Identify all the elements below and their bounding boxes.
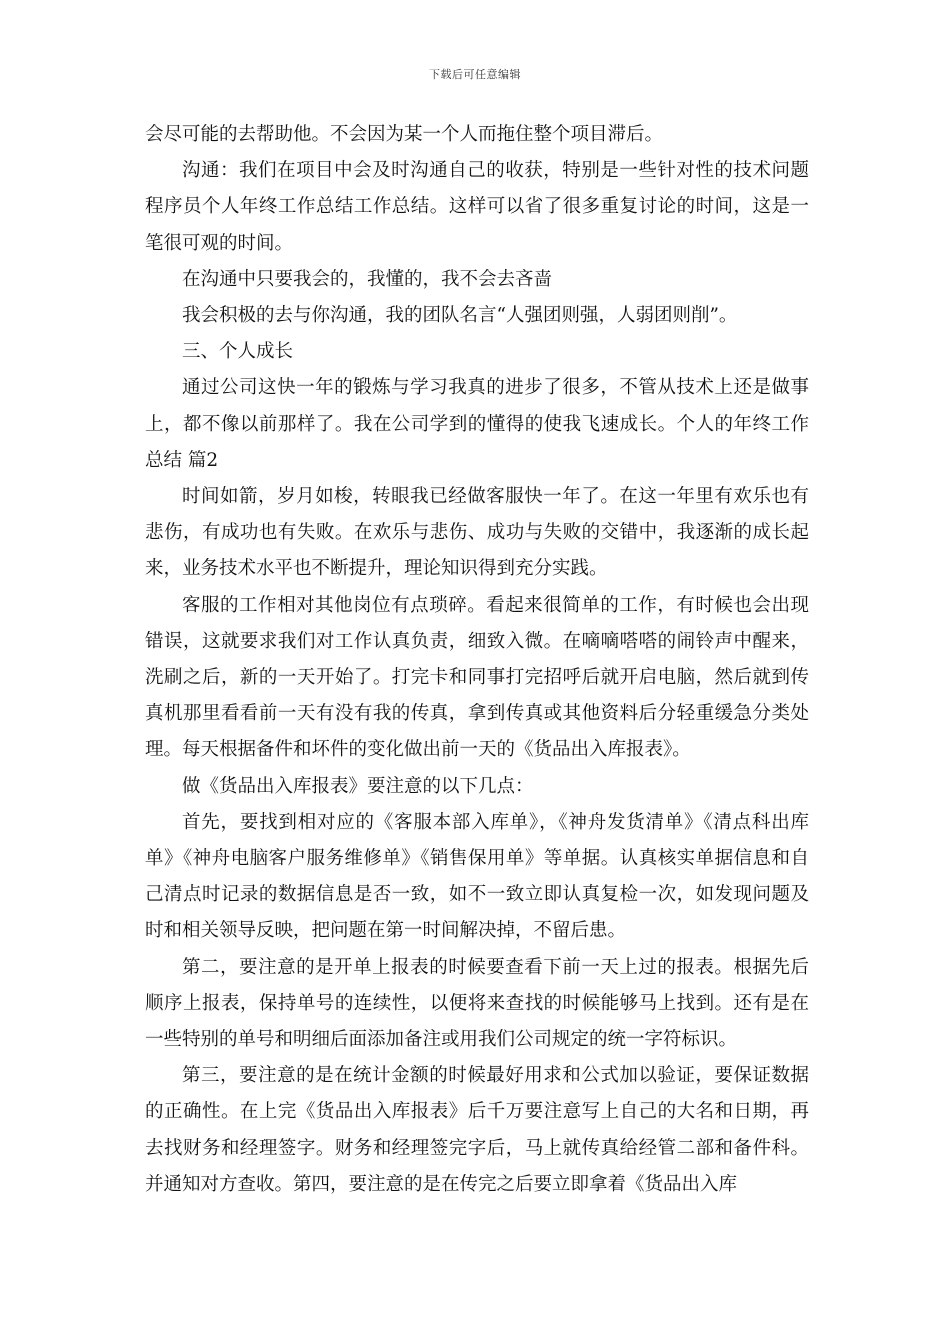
paragraph-6: 通过公司这快一年的锻炼与学习我真的进步了很多，不管从技术上还是做事上，都不像以前那样了。我在公司学到的懂得的使我飞速成长。个人的年终工作总结 篇2	[145, 377, 809, 471]
paragraph-11: 第二，要注意的是开单上报表的时候要查看下前一天上过的报表。根据先后顺序上报表，保持单号的连续性，以便将来查找的时候能够马上找到。还有是在一些特别的单号和明细后面添加备注或用我们公司规定的统一字符标识。	[145, 956, 809, 1051]
page-header: 下载后可任意编辑	[429, 68, 521, 81]
paragraph-12: 第三，要注意的是在统计金额的时候最好用求和公式加以验证，要保证数据的正确性。在上完《货品出入库报表》后千万要注意写上自己的大名和日期，再去找财务和经理签字。财务和经理签完字后，马上就传真给经管二部和备件科。并通知对方查收。第四，要注意的是在传完之后要立即拿着《货品出入库	[145, 1065, 809, 1195]
section-heading-personal-growth: 三、个人成长	[182, 341, 294, 363]
paragraph-4: 我会积极的去与你沟通，我的团队名言“人强团则强，人弱团则削”。	[182, 305, 738, 327]
paragraph-9: 做《货品出入库报表》要注意的以下几点：	[182, 775, 534, 797]
paragraph-10: 首先，要找到相对应的《客服本部入库单》，《神舟发货清单》《清点科出库单》《神舟电脑客户服务维修单》《销售保用单》等单据。认真核实单据信息和自己清点时记录的数据信息是否一致，如不一致立即认真复检一次，如发现问题及时和相关领导反映，把问题在第一时间解决掉，不留后患。	[145, 811, 809, 942]
paragraph-8: 客服的工作相对其他岗位有点琐碎。看起来很简单的工作，有时候也会出现错误，这就要求我们对工作认真负责，细致入微。在嘀嘀嗒嗒的闹铃声中醒来，洗刷之后，新的一天开始了。打完卡和同事打完招呼后就开启电脑，然后就到传真机那里看看前一天有没有我的传真，拿到传真或其他资料后分轻重缓急分类处理。每天根据备件和坏件的变化做出前一天的《货品出入库报表》。	[145, 594, 809, 761]
document-body	[145, 117, 809, 1203]
paragraph-3: 在沟通中只要我会的，我懂的，我不会去吝啬	[182, 268, 553, 290]
paragraph-1: 会尽可能的去帮助他。不会因为某一个人而拖住整个项目滞后。	[145, 124, 664, 145]
paragraph-7: 时间如箭，岁月如梭，转眼我已经做客服快一年了。在这一年里有欢乐也有悲伤，有成功也有失败。在欢乐与悲伤、成功与失败的交错中，我逐渐的成长起来，业务技术水平也不断提升，理论知识得到充分实践。	[145, 486, 809, 580]
paragraph-2: 沟通：我们在项目中会及时沟通自己的收获，特别是一些针对性的技术问题程序员个人年终工作总结工作总结。这样可以省了很多重复讨论的时间，这是一笔很可观的时间。	[145, 160, 809, 254]
